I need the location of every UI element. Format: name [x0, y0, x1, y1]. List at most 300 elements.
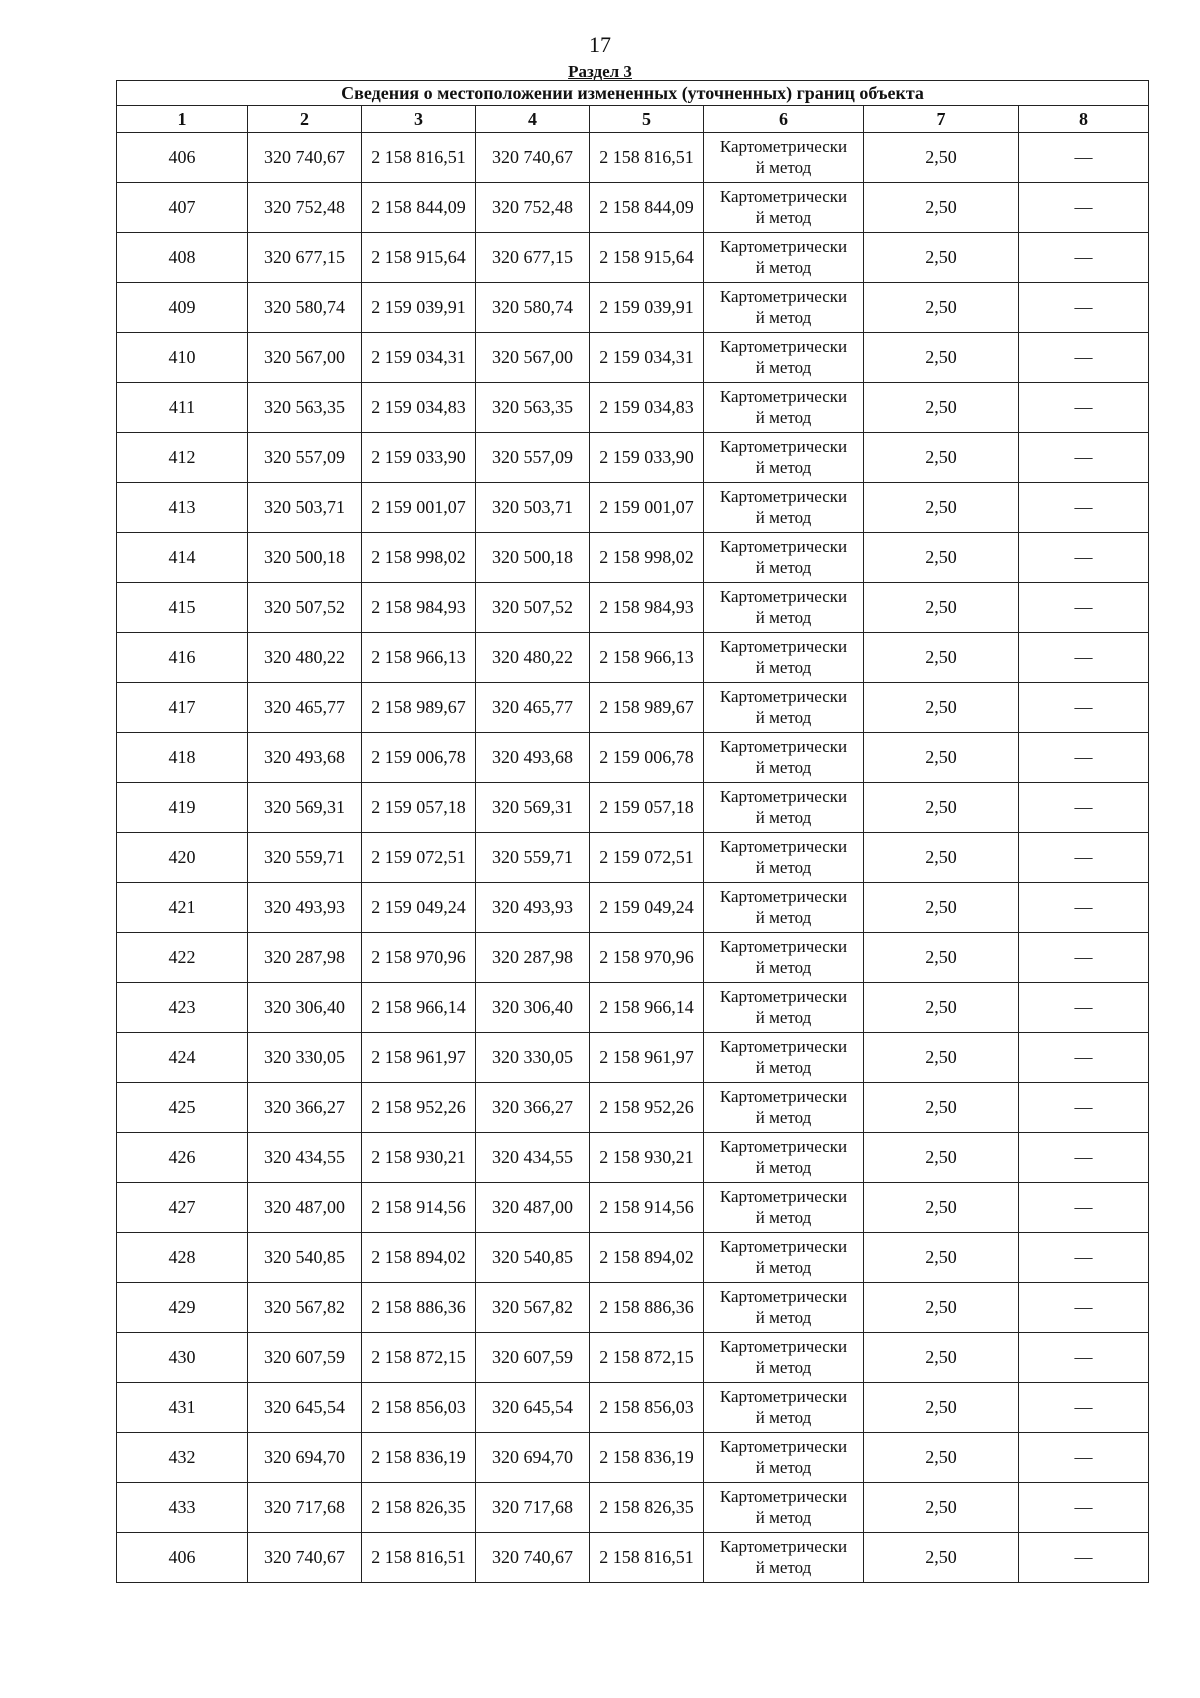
- x-old-cell: 320 487,00: [248, 1183, 362, 1233]
- table-row: [117, 283, 1149, 333]
- point-number-cell: 433: [117, 1483, 248, 1533]
- y-old-cell: 2 158 961,97: [362, 1033, 476, 1083]
- accuracy-cell: 2,50: [864, 883, 1019, 933]
- x-new-cell: 320 567,00: [476, 333, 590, 383]
- note-cell: —: [1019, 483, 1149, 533]
- column-number: 2: [248, 106, 362, 133]
- method-line-2: й метод: [755, 1157, 812, 1177]
- y-old-cell: 2 159 001,07: [362, 483, 476, 533]
- x-new-cell: 320 330,05: [476, 1033, 590, 1083]
- x-new-cell: 320 569,31: [476, 783, 590, 833]
- x-new-cell: 320 677,15: [476, 233, 590, 283]
- x-new-cell: 320 487,00: [476, 1183, 590, 1233]
- table-row: [117, 333, 1149, 383]
- y-old-cell: 2 158 930,21: [362, 1133, 476, 1183]
- point-number-cell: 425: [117, 1083, 248, 1133]
- point-number-cell: 424: [117, 1033, 248, 1083]
- method-line-2: й метод: [755, 1057, 812, 1077]
- point-number-cell: 423: [117, 983, 248, 1033]
- table-row: [117, 883, 1149, 933]
- note-cell: —: [1019, 1133, 1149, 1183]
- note-cell: —: [1019, 283, 1149, 333]
- method-cell: [704, 1483, 864, 1533]
- table-row: [117, 183, 1149, 233]
- y-old-cell: 2 158 856,03: [362, 1383, 476, 1433]
- table-row: [117, 1183, 1149, 1233]
- x-new-cell: 320 645,54: [476, 1383, 590, 1433]
- point-number-cell: 429: [117, 1283, 248, 1333]
- table-row: [117, 1333, 1149, 1383]
- y-new-cell: 2 158 970,96: [590, 933, 704, 983]
- point-number-cell: 421: [117, 883, 248, 933]
- y-new-cell: 2 158 844,09: [590, 183, 704, 233]
- method-cell: [704, 233, 864, 283]
- y-new-cell: 2 158 856,03: [590, 1383, 704, 1433]
- x-new-cell: 320 493,68: [476, 733, 590, 783]
- y-old-cell: 2 158 915,64: [362, 233, 476, 283]
- note-cell: —: [1019, 933, 1149, 983]
- point-number-cell: 411: [117, 383, 248, 433]
- y-new-cell: 2 158 998,02: [590, 533, 704, 583]
- method-line-1: Картометрически: [719, 487, 848, 507]
- accuracy-cell: 2,50: [864, 783, 1019, 833]
- method-line-1: Картометрически: [719, 1187, 848, 1207]
- x-new-cell: 320 480,22: [476, 633, 590, 683]
- x-old-cell: 320 567,82: [248, 1283, 362, 1333]
- method-line-1: Картометрически: [719, 287, 848, 307]
- method-cell: [704, 1533, 864, 1583]
- accuracy-cell: 2,50: [864, 1233, 1019, 1283]
- note-cell: —: [1019, 1433, 1149, 1483]
- y-new-cell: 2 159 034,31: [590, 333, 704, 383]
- method-cell: [704, 1283, 864, 1333]
- point-number-cell: 409: [117, 283, 248, 333]
- method-line-2: й метод: [755, 407, 812, 427]
- y-old-cell: 2 158 984,93: [362, 583, 476, 633]
- note-cell: —: [1019, 383, 1149, 433]
- table-row: [117, 533, 1149, 583]
- y-new-cell: 2 158 886,36: [590, 1283, 704, 1333]
- x-old-cell: 320 567,00: [248, 333, 362, 383]
- method-line-2: й метод: [755, 1357, 812, 1377]
- x-old-cell: 320 559,71: [248, 833, 362, 883]
- section-title: Раздел 3: [568, 62, 632, 81]
- table-row: [117, 1033, 1149, 1083]
- x-old-cell: 320 465,77: [248, 683, 362, 733]
- page-number: 17: [589, 32, 611, 57]
- method-line-1: Картометрически: [719, 537, 848, 557]
- note-cell: —: [1019, 833, 1149, 883]
- method-line-2: й метод: [755, 1457, 812, 1477]
- x-new-cell: 320 493,93: [476, 883, 590, 933]
- x-old-cell: 320 607,59: [248, 1333, 362, 1383]
- note-cell: —: [1019, 583, 1149, 633]
- y-new-cell: 2 159 033,90: [590, 433, 704, 483]
- y-old-cell: 2 158 970,96: [362, 933, 476, 983]
- accuracy-cell: 2,50: [864, 1433, 1019, 1483]
- method-line-1: Картометрически: [719, 1537, 848, 1557]
- method-line-2: й метод: [755, 1407, 812, 1427]
- y-new-cell: 2 158 836,19: [590, 1433, 704, 1483]
- note-cell: —: [1019, 1183, 1149, 1233]
- x-new-cell: 320 580,74: [476, 283, 590, 333]
- column-number: 3: [362, 106, 476, 133]
- method-cell: [704, 933, 864, 983]
- note-cell: —: [1019, 133, 1149, 183]
- method-line-1: Картометрически: [719, 1087, 848, 1107]
- x-old-cell: 320 677,15: [248, 233, 362, 283]
- y-old-cell: 2 159 039,91: [362, 283, 476, 333]
- x-new-cell: 320 507,52: [476, 583, 590, 633]
- method-line-2: й метод: [755, 457, 812, 477]
- y-new-cell: 2 159 001,07: [590, 483, 704, 533]
- point-number-cell: 431: [117, 1383, 248, 1433]
- note-cell: —: [1019, 1383, 1149, 1433]
- point-number-cell: 417: [117, 683, 248, 733]
- x-old-cell: 320 580,74: [248, 283, 362, 333]
- note-cell: —: [1019, 683, 1149, 733]
- accuracy-cell: 2,50: [864, 633, 1019, 683]
- point-number-cell: 432: [117, 1433, 248, 1483]
- x-old-cell: 320 557,09: [248, 433, 362, 483]
- point-number-cell: 430: [117, 1333, 248, 1383]
- table-row: [117, 1233, 1149, 1283]
- note-cell: —: [1019, 333, 1149, 383]
- x-old-cell: 320 287,98: [248, 933, 362, 983]
- accuracy-cell: 2,50: [864, 333, 1019, 383]
- x-new-cell: 320 563,35: [476, 383, 590, 433]
- column-number: 4: [476, 106, 590, 133]
- method-line-1: Картометрически: [719, 1287, 848, 1307]
- method-cell: [704, 783, 864, 833]
- method-line-2: й метод: [755, 657, 812, 677]
- table-row: [117, 983, 1149, 1033]
- accuracy-cell: 2,50: [864, 1533, 1019, 1583]
- method-line-1: Картометрически: [719, 587, 848, 607]
- x-new-cell: 320 607,59: [476, 1333, 590, 1383]
- accuracy-cell: 2,50: [864, 1483, 1019, 1533]
- method-cell: [704, 533, 864, 583]
- method-line-1: Картометрически: [719, 1337, 848, 1357]
- y-old-cell: 2 158 836,19: [362, 1433, 476, 1483]
- table-row: [117, 1433, 1149, 1483]
- y-old-cell: 2 158 894,02: [362, 1233, 476, 1283]
- table-row: [117, 1483, 1149, 1533]
- y-old-cell: 2 158 872,15: [362, 1333, 476, 1383]
- x-old-cell: 320 493,68: [248, 733, 362, 783]
- y-new-cell: 2 158 872,15: [590, 1333, 704, 1383]
- x-new-cell: 320 503,71: [476, 483, 590, 533]
- method-cell: [704, 1333, 864, 1383]
- method-cell: [704, 1233, 864, 1283]
- method-cell: [704, 383, 864, 433]
- x-old-cell: 320 503,71: [248, 483, 362, 533]
- method-cell: [704, 433, 864, 483]
- note-cell: —: [1019, 883, 1149, 933]
- accuracy-cell: 2,50: [864, 383, 1019, 433]
- method-line-2: й метод: [755, 1257, 812, 1277]
- y-new-cell: 2 158 984,93: [590, 583, 704, 633]
- accuracy-cell: 2,50: [864, 533, 1019, 583]
- y-old-cell: 2 159 072,51: [362, 833, 476, 883]
- column-number: 5: [590, 106, 704, 133]
- method-line-1: Картометрически: [719, 1487, 848, 1507]
- note-cell: —: [1019, 1233, 1149, 1283]
- x-new-cell: 320 740,67: [476, 1533, 590, 1583]
- y-new-cell: 2 159 057,18: [590, 783, 704, 833]
- method-line-2: й метод: [755, 507, 812, 527]
- method-cell: [704, 483, 864, 533]
- accuracy-cell: 2,50: [864, 1383, 1019, 1433]
- method-line-1: Картометрически: [719, 437, 848, 457]
- note-cell: —: [1019, 233, 1149, 283]
- method-cell: [704, 883, 864, 933]
- boundary-table: [116, 80, 1149, 1583]
- accuracy-cell: 2,50: [864, 183, 1019, 233]
- y-old-cell: 2 158 914,56: [362, 1183, 476, 1233]
- note-cell: —: [1019, 183, 1149, 233]
- accuracy-cell: 2,50: [864, 483, 1019, 533]
- accuracy-cell: 2,50: [864, 733, 1019, 783]
- table-row: [117, 483, 1149, 533]
- x-old-cell: 320 752,48: [248, 183, 362, 233]
- x-old-cell: 320 493,93: [248, 883, 362, 933]
- y-new-cell: 2 158 989,67: [590, 683, 704, 733]
- x-old-cell: 320 569,31: [248, 783, 362, 833]
- method-line-1: Картометрически: [719, 837, 848, 857]
- table-row: [117, 783, 1149, 833]
- table-row: [117, 683, 1149, 733]
- y-old-cell: 2 158 998,02: [362, 533, 476, 583]
- x-new-cell: 320 287,98: [476, 933, 590, 983]
- method-line-1: Картометрически: [719, 137, 848, 157]
- table-row: [117, 1133, 1149, 1183]
- x-old-cell: 320 694,70: [248, 1433, 362, 1483]
- point-number-cell: 415: [117, 583, 248, 633]
- y-old-cell: 2 159 034,83: [362, 383, 476, 433]
- method-line-1: Картометрически: [719, 887, 848, 907]
- y-old-cell: 2 158 989,67: [362, 683, 476, 733]
- method-line-1: Картометрически: [719, 787, 848, 807]
- x-old-cell: 320 480,22: [248, 633, 362, 683]
- method-cell: [704, 1383, 864, 1433]
- table-title: Сведения о местоположении измененных (уточненных) границ объекта: [117, 81, 1149, 106]
- y-old-cell: 2 158 816,51: [362, 1533, 476, 1583]
- method-line-2: й метод: [755, 807, 812, 827]
- x-old-cell: 320 740,67: [248, 133, 362, 183]
- note-cell: —: [1019, 1033, 1149, 1083]
- table-row: [117, 1083, 1149, 1133]
- x-new-cell: 320 434,55: [476, 1133, 590, 1183]
- point-number-cell: 414: [117, 533, 248, 583]
- y-old-cell: 2 158 966,14: [362, 983, 476, 1033]
- note-cell: —: [1019, 1083, 1149, 1133]
- y-new-cell: 2 158 961,97: [590, 1033, 704, 1083]
- x-new-cell: 320 306,40: [476, 983, 590, 1033]
- y-new-cell: 2 158 952,26: [590, 1083, 704, 1133]
- method-line-1: Картометрически: [719, 1437, 848, 1457]
- note-cell: —: [1019, 1483, 1149, 1533]
- note-cell: —: [1019, 783, 1149, 833]
- method-line-2: й метод: [755, 157, 812, 177]
- method-line-2: й метод: [755, 1007, 812, 1027]
- table-row: [117, 383, 1149, 433]
- table-row: [117, 733, 1149, 783]
- y-old-cell: 2 159 049,24: [362, 883, 476, 933]
- table-row: [117, 633, 1149, 683]
- method-line-2: й метод: [755, 957, 812, 977]
- column-number-row: [117, 106, 1149, 133]
- method-cell: [704, 1433, 864, 1483]
- method-line-2: й метод: [755, 357, 812, 377]
- x-new-cell: 320 465,77: [476, 683, 590, 733]
- y-new-cell: 2 159 006,78: [590, 733, 704, 783]
- y-old-cell: 2 158 844,09: [362, 183, 476, 233]
- accuracy-cell: 2,50: [864, 433, 1019, 483]
- y-new-cell: 2 158 966,13: [590, 633, 704, 683]
- method-line-2: й метод: [755, 257, 812, 277]
- y-new-cell: 2 158 930,21: [590, 1133, 704, 1183]
- accuracy-cell: 2,50: [864, 133, 1019, 183]
- method-line-2: й метод: [755, 707, 812, 727]
- point-number-cell: 427: [117, 1183, 248, 1233]
- x-new-cell: 320 540,85: [476, 1233, 590, 1283]
- note-cell: —: [1019, 433, 1149, 483]
- note-cell: —: [1019, 533, 1149, 583]
- method-line-1: Картометрически: [719, 687, 848, 707]
- x-old-cell: 320 717,68: [248, 1483, 362, 1533]
- x-old-cell: 320 540,85: [248, 1233, 362, 1283]
- point-number-cell: 418: [117, 733, 248, 783]
- column-number: 1: [117, 106, 248, 133]
- accuracy-cell: 2,50: [864, 583, 1019, 633]
- method-line-1: Картометрически: [719, 1137, 848, 1157]
- y-old-cell: 2 158 886,36: [362, 1283, 476, 1333]
- x-old-cell: 320 507,52: [248, 583, 362, 633]
- point-number-cell: 428: [117, 1233, 248, 1283]
- accuracy-cell: 2,50: [864, 683, 1019, 733]
- y-new-cell: 2 158 966,14: [590, 983, 704, 1033]
- method-cell: [704, 583, 864, 633]
- method-cell: [704, 983, 864, 1033]
- method-line-1: Картометрически: [719, 737, 848, 757]
- y-old-cell: 2 159 006,78: [362, 733, 476, 783]
- table-row: [117, 1533, 1149, 1583]
- method-cell: [704, 283, 864, 333]
- method-cell: [704, 1133, 864, 1183]
- method-cell: [704, 333, 864, 383]
- method-line-1: Картометрически: [719, 1237, 848, 1257]
- note-cell: —: [1019, 1533, 1149, 1583]
- method-line-1: Картометрически: [719, 987, 848, 1007]
- y-new-cell: 2 158 816,51: [590, 133, 704, 183]
- method-line-1: Картометрически: [719, 187, 848, 207]
- method-line-2: й метод: [755, 607, 812, 627]
- y-old-cell: 2 159 057,18: [362, 783, 476, 833]
- method-line-2: й метод: [755, 1207, 812, 1227]
- x-new-cell: 320 740,67: [476, 133, 590, 183]
- method-line-1: Картометрически: [719, 237, 848, 257]
- table-row: [117, 1283, 1149, 1333]
- accuracy-cell: 2,50: [864, 1133, 1019, 1183]
- method-line-2: й метод: [755, 757, 812, 777]
- method-cell: [704, 633, 864, 683]
- accuracy-cell: 2,50: [864, 933, 1019, 983]
- point-number-cell: 420: [117, 833, 248, 883]
- table-row: [117, 133, 1149, 183]
- accuracy-cell: 2,50: [864, 983, 1019, 1033]
- x-new-cell: 320 717,68: [476, 1483, 590, 1533]
- point-number-cell: 413: [117, 483, 248, 533]
- method-line-2: й метод: [755, 307, 812, 327]
- x-old-cell: 320 330,05: [248, 1033, 362, 1083]
- point-number-cell: 422: [117, 933, 248, 983]
- column-number: 6: [704, 106, 864, 133]
- y-old-cell: 2 158 816,51: [362, 133, 476, 183]
- point-number-cell: 407: [117, 183, 248, 233]
- y-new-cell: 2 159 049,24: [590, 883, 704, 933]
- accuracy-cell: 2,50: [864, 1033, 1019, 1083]
- table-row: [117, 833, 1149, 883]
- method-line-2: й метод: [755, 857, 812, 877]
- method-line-2: й метод: [755, 557, 812, 577]
- x-old-cell: 320 645,54: [248, 1383, 362, 1433]
- y-new-cell: 2 158 915,64: [590, 233, 704, 283]
- method-line-1: Картометрически: [719, 387, 848, 407]
- x-new-cell: 320 567,82: [476, 1283, 590, 1333]
- x-new-cell: 320 557,09: [476, 433, 590, 483]
- method-line-1: Картометрически: [719, 337, 848, 357]
- x-old-cell: 320 740,67: [248, 1533, 362, 1583]
- column-number: 8: [1019, 106, 1149, 133]
- note-cell: —: [1019, 983, 1149, 1033]
- method-cell: [704, 683, 864, 733]
- method-line-2: й метод: [755, 1107, 812, 1127]
- y-new-cell: 2 158 816,51: [590, 1533, 704, 1583]
- x-new-cell: 320 694,70: [476, 1433, 590, 1483]
- accuracy-cell: 2,50: [864, 833, 1019, 883]
- x-new-cell: 320 500,18: [476, 533, 590, 583]
- y-new-cell: 2 158 914,56: [590, 1183, 704, 1233]
- table-row: [117, 583, 1149, 633]
- y-new-cell: 2 159 039,91: [590, 283, 704, 333]
- y-old-cell: 2 159 033,90: [362, 433, 476, 483]
- method-cell: [704, 1083, 864, 1133]
- method-cell: [704, 833, 864, 883]
- y-old-cell: 2 158 952,26: [362, 1083, 476, 1133]
- table-row: [117, 233, 1149, 283]
- y-old-cell: 2 158 966,13: [362, 633, 476, 683]
- method-cell: [704, 1033, 864, 1083]
- accuracy-cell: 2,50: [864, 1333, 1019, 1383]
- point-number-cell: 410: [117, 333, 248, 383]
- x-new-cell: 320 752,48: [476, 183, 590, 233]
- point-number-cell: 412: [117, 433, 248, 483]
- accuracy-cell: 2,50: [864, 233, 1019, 283]
- point-number-cell: 426: [117, 1133, 248, 1183]
- y-old-cell: 2 159 034,31: [362, 333, 476, 383]
- method-cell: [704, 733, 864, 783]
- y-new-cell: 2 159 034,83: [590, 383, 704, 433]
- point-number-cell: 416: [117, 633, 248, 683]
- column-number: 7: [864, 106, 1019, 133]
- method-cell: [704, 183, 864, 233]
- x-new-cell: 320 366,27: [476, 1083, 590, 1133]
- point-number-cell: 408: [117, 233, 248, 283]
- note-cell: —: [1019, 1333, 1149, 1383]
- accuracy-cell: 2,50: [864, 283, 1019, 333]
- y-old-cell: 2 158 826,35: [362, 1483, 476, 1533]
